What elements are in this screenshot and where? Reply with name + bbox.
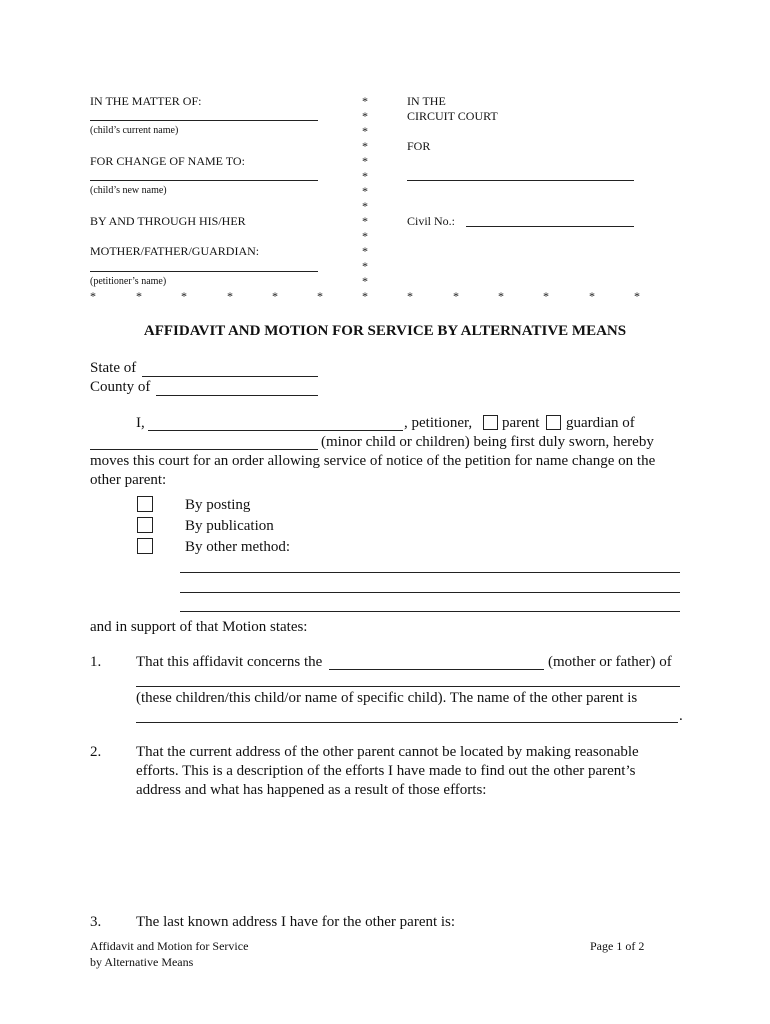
- children-names-field[interactable]: [136, 686, 680, 687]
- circuit-court-label: CIRCUIT COURT: [407, 109, 498, 123]
- intro-moves: moves this court for an order allowing service of notice of the petition for name change on the: [90, 453, 656, 469]
- childs-current-name-field[interactable]: [90, 120, 318, 121]
- by-posting-label: By posting: [185, 497, 251, 513]
- item-2-number: 2.: [90, 744, 102, 760]
- by-publication-label: By publication: [185, 518, 274, 534]
- county-field[interactable]: [407, 180, 634, 181]
- minor-child-field[interactable]: [90, 449, 318, 450]
- by-and-through-label: BY AND THROUGH HIS/HER: [90, 214, 246, 228]
- page-number: Page 1 of 2: [590, 939, 645, 953]
- intro-guardian-of: guardian of: [566, 415, 635, 431]
- guardian-checkbox[interactable]: [546, 415, 561, 430]
- item-1-text-c: (these children/this child/or name of specific child). The name of the other parent is: [136, 690, 638, 706]
- intro-petitioner: , petitioner,: [404, 415, 473, 431]
- in-the-label: IN THE: [407, 94, 446, 108]
- state-of-label: State of: [90, 360, 137, 376]
- by-publication-checkbox[interactable]: [137, 517, 153, 533]
- footer-title-line-1: Affidavit and Motion for Service: [90, 939, 249, 953]
- other-method-line-3[interactable]: [180, 611, 680, 612]
- civil-no-field[interactable]: [466, 226, 634, 227]
- other-method-line-2[interactable]: [180, 592, 680, 593]
- for-change-of-name-label: FOR CHANGE OF NAME TO:: [90, 154, 245, 168]
- item-3-text: The last known address I have for the other parent is:: [136, 914, 456, 930]
- support-text: and in support of that Motion states:: [90, 619, 308, 635]
- mother-or-father-field[interactable]: [329, 669, 544, 670]
- footer-title-line-2: by Alternative Means: [90, 955, 194, 969]
- item-2-line-1: That the current address of the other parent cannot be located by making reasonable: [136, 744, 639, 760]
- item-1-period: .: [679, 708, 683, 724]
- intro-minor-child: (minor child or children) being first duly sworn, hereby: [321, 434, 654, 450]
- item-2-line-3: address and what has happened as a result of those efforts:: [136, 782, 487, 798]
- item-1-number: 1.: [90, 654, 102, 670]
- petitioner-name-field[interactable]: [148, 430, 403, 431]
- by-other-method-checkbox[interactable]: [137, 538, 153, 554]
- document-title: AFFIDAVIT AND MOTION FOR SERVICE BY ALTERNATIVE MEANS: [143, 323, 627, 339]
- childs-current-name-caption: (child’s current name): [90, 125, 179, 136]
- mother-father-guardian-label: MOTHER/FATHER/GUARDIAN:: [90, 244, 260, 258]
- other-method-line-1[interactable]: [180, 572, 680, 573]
- by-posting-checkbox[interactable]: [137, 496, 153, 512]
- in-the-matter-of-label: IN THE MATTER OF:: [90, 94, 202, 108]
- county-of-field[interactable]: [156, 395, 318, 396]
- intro-i: I,: [136, 415, 145, 431]
- state-field[interactable]: [142, 376, 318, 377]
- petitioners-name-field[interactable]: [90, 271, 318, 272]
- childs-new-name-caption: (child’s new name): [90, 185, 167, 196]
- by-other-method-label: By other method:: [185, 539, 290, 555]
- for-label: FOR: [407, 139, 431, 153]
- civil-no-label: Civil No.:: [407, 214, 456, 228]
- childs-new-name-field[interactable]: [90, 180, 318, 181]
- petitioners-name-caption: (petitioner’s name): [90, 276, 167, 287]
- county-of-label: County of: [90, 379, 151, 395]
- other-parent-name-field[interactable]: [136, 722, 678, 723]
- item-2-line-2: efforts. This is a description of the efforts I have made to find out the other parent’s: [136, 763, 636, 779]
- intro-parent: parent: [502, 415, 540, 431]
- item-3-number: 3.: [90, 914, 102, 930]
- item-1-text-a: That this affidavit concerns the: [136, 654, 323, 670]
- parent-checkbox[interactable]: [483, 415, 498, 430]
- item-1-text-b: (mother or father) of: [548, 654, 672, 670]
- intro-other-parent: other parent:: [90, 472, 167, 488]
